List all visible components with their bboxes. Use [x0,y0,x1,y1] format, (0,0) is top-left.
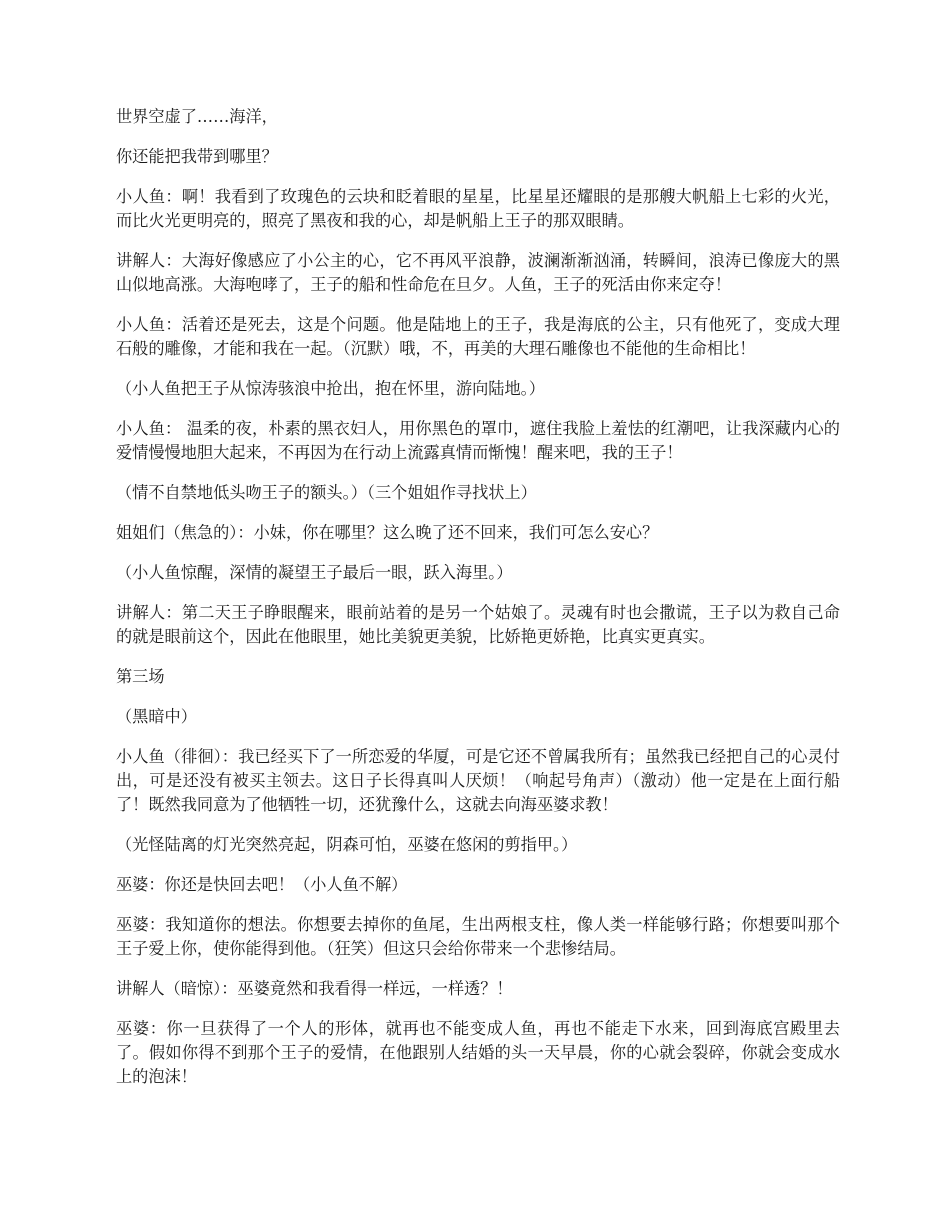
paragraph: （小人鱼把王子从惊涛骇浪中抢出，抱在怀里，游向陆地。） [116,379,545,398]
paragraph: （情不自禁地低头吻王子的额头。）（三个姐姐作寻找状上） [116,483,537,502]
paragraph: 讲解人（暗惊）：巫婆竟然和我看得一样远，一样透？！ [116,979,513,998]
paragraph: 世界空虚了……海洋， [116,107,278,126]
scene-heading: 第三场 [116,667,165,686]
paragraph: 巫婆：你一旦获得了一个人的形体，就再也不能变成人鱼，再也不能走下水来，回到海底宫殿里去了。假如你得不到那个王子的爱情，在他跟别人结婚的头一天早晨，你的心就会裂碎，你就会变成水上的泡沫！ [116,1019,840,1086]
paragraph: 讲解人：大海好像感应了小公主的心，它不再风平浪静，波澜渐渐汹涌，转瞬间，浪涛已像庞大的黑山似地高涨。大海咆哮了，王子的船和性命危在旦夕。人鱼，王子的死活由你来定夺！ [116,251,840,294]
paragraph: 巫婆：我知道你的想法。你想要去掉你的鱼尾，生出两根支柱，像人类一样能够行路；你想要叫那个王子爱上你，使你能得到他。（狂笑）但这只会给你带来一个悲惨结局。 [116,915,840,958]
paragraph: 小人鱼： 温柔的夜，朴素的黑衣妇人，用你黑色的罩巾，遮住我脸上羞怯的红潮吧，让我深藏内心的爱情慢慢地胆大起来，不再因为在行动上流露真情而惭愧！醒来吧，我的王子！ [116,419,840,462]
paragraph: （光怪陆离的灯光突然亮起，阴森可怕，巫婆在悠闲的剪指甲。） [116,835,578,854]
paragraph: 小人鱼：啊！我看到了玫瑰色的云块和眨着眼的星星，比星星还耀眼的是那艘大帆船上七彩的火光，而比火光更明亮的，照亮了黑夜和我的心，却是帆船上王子的那双眼睛。 [116,187,840,230]
paragraph: （小人鱼惊醒，深情的凝望王子最后一眼，跃入海里。） [116,563,513,582]
paragraph: （黑暗中） [116,707,197,726]
paragraph: 巫婆：你还是快回去吧！（小人鱼不解） [116,875,408,894]
paragraph: 小人鱼（徘徊）：我已经买下了一所恋爱的华厦，可是它还不曾属我所有；虽然我已经把自己的心灵付出，可是还没有被买主领去。这日子长得真叫人厌烦！（响起号角声）（激动）他一定是在上面行船了！既然我同意为了他牺牲一切，还犹豫什么，这就去向海巫婆求教！ [116,747,840,814]
paragraph: 姐姐们（焦急的）：小妹，你在哪里？这么晚了还不回来，我们可怎么安心？ [116,523,659,542]
paragraph: 你还能把我带到哪里？ [116,147,278,166]
paragraph: 小人鱼：活着还是死去，这是个问题。他是陆地上的王子，我是海底的公主，只有他死了，变成大理石般的雕像，才能和我在一起。（沉默）哦，不，再美的大理石雕像也不能他的生命相比！ [116,315,840,358]
document-page [116,105,840,1105]
paragraph: 讲解人：第二天王子睁眼醒来，眼前站着的是另一个姑娘了。灵魂有时也会撒谎，王子以为救自己命的就是眼前这个，因此在他眼里，她比美貌更美貌，比娇艳更娇艳，比真实更真实。 [116,603,840,646]
